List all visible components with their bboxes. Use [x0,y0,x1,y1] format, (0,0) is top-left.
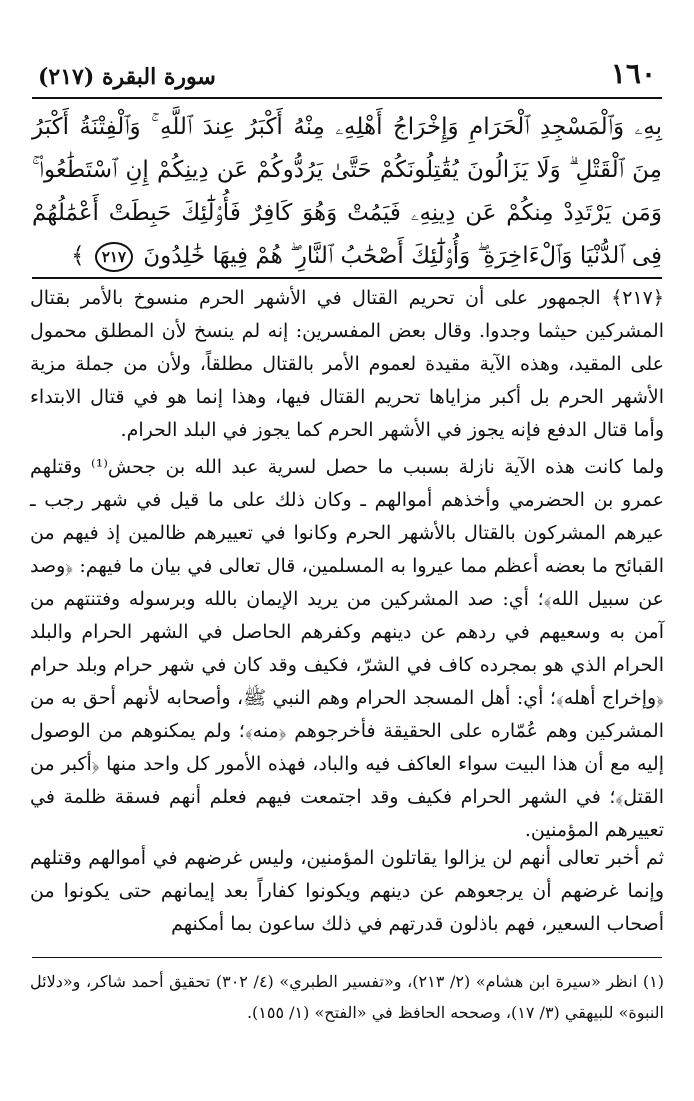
header-divider [32,97,662,99]
commentary-paragraph-1: ﴿٢١٧﴾ الجمهور على أن تحريم القتال في الأشهر الحرم منسوخ بالأمر بقتال المشركين حيثما وجدوا. وقال بعض المفسرين: إنه لم ينسخ لأن المطلق محمول على المقيد، وهذه الآية مقيدة لعموم الأمر بالقتال مطلقاً، ولأن من جملة مزية الأشهر الحرم بل أكبر مزاياها تحريم القتال فيها، وهذا إنما هو في قتال الابتداء وأما قتال الدفع فإنه يجوز في الأشهر الحرم كما يجوز في البلد الحرام. [30,287,664,441]
section-divider [32,277,662,279]
footnote: (١) انظر «سيرة ابن هشام» (٢/ ٢١٣)، و«تفسير الطبري» (٤/ ٣٠٢) تحقيق أحمد شاكر، و«دلائل النبوة» للبيهقي (٣/ ١٧)، وصححه الحافظ في «الفتح» (١/ ١٥٥). [30,972,665,1022]
page-number: ١٦٠ [610,57,656,90]
ayah-number-marker: ٢١٧ [95,242,133,272]
running-header [30,56,664,96]
surah-title: سورة البقرة (٢١٧) [38,64,216,90]
footnote-divider [32,957,662,958]
quran-verse-text: بِهِۦ وَٱلْمَسْجِدِ ٱلْحَرَامِ وَإِخْرَاجُ أَهْلِهِۦ مِنْهُ أَكْبَرُ عِندَ ٱللَّهِ ۚ وَٱلْفِتْنَةُ أَكْبَرُ مِنَ ٱلْقَتْلِ ۗ وَلَا يَزَالُونَ يُقَٰتِلُونَكُمْ حَتَّىٰ يَرُدُّوكُمْ عَن دِينِكُمْ إِنِ ٱسْتَطَٰعُوا۟ ۚ وَمَن يَرْتَدِدْ مِنكُمْ عَن دِينِهِۦ فَيَمُتْ وَهُوَ كَافِرٌ فَأُو۟لَٰٓئِكَ حَبِطَتْ أَعْمَٰلُهُمْ فِى ٱلدُّنْيَا وَٱلْءَاخِرَةِ ۖ وَأُو۟لَٰٓئِكَ أَصْحَٰبُ ٱلنَّارِ ۖ هُمْ فِيهَا خَٰلِدُونَ [32,114,662,269]
quran-closing-bracket: ﴾ [71,243,85,269]
commentary-paragraph-3: ثم أخبر تعالى أنهم لن يزالوا يقاتلون المؤمنين، وليس غرضهم في أموالهم وقتلهم وإنما غرضهم أن يرجعوهم عن دينهم ويكونوا كفاراً بعد إيمانهم حتى يكونوا من أصحاب السعير، فهم باذلون قدرتهم في ذلك ساعون بما أمكنهم [30,847,664,935]
commentary-paragraph-2: ولما كانت هذه الآية نازلة بسبب ما حصل لسرية عبد الله بن جحش⁽¹⁾ وقتلهم عمرو بن الحضرمي وأخذهم أموالهم ـ وكان ذلك على ما قيل في شهر رجب ـ عيرهم المشركون بالقتال بالأشهر الحرم وكانوا في تعييرهم ظالمين إذ فيهم من القبائح ما بعضه أعظم مما عيروا به المسلمين، قال تعالى في بيان ما فيهم: ﴿وصد عن سبيل الله﴾؛ أي: صد المشركين من يريد الإيمان بالله وبرسوله وفتنتهم من آمن به وسعيهم في ردهم عن دينهم وكفرهم الحاصل في الشهر الحرام والبلد الحرام الذي هو بمجرده كاف في الشرّ، فكيف وقد كان في شهر حرام وبلد حرام ﴿وإخراج أهله﴾؛ أي: أهل المسجد الحرام وهم النبي ﷺ، وأصحابه لأنهم أحق به من المشركين وهم عُمّاره على الحقيقة فأخرجوهم ﴿منه﴾؛ ولم يمكنوهم من الوصول إليه مع أن هذا البيت سواء العاكف فيه والباد، فهذه الأمور كل واحد منها ﴿أكبر من القتل﴾؛ في الشهر الحرام فكيف وقد اجتمعت فيهم فعلم أنهم فسقة ظلمة في تعييرهم المؤمنين. [30,456,665,841]
quran-verse-block [32,106,662,278]
